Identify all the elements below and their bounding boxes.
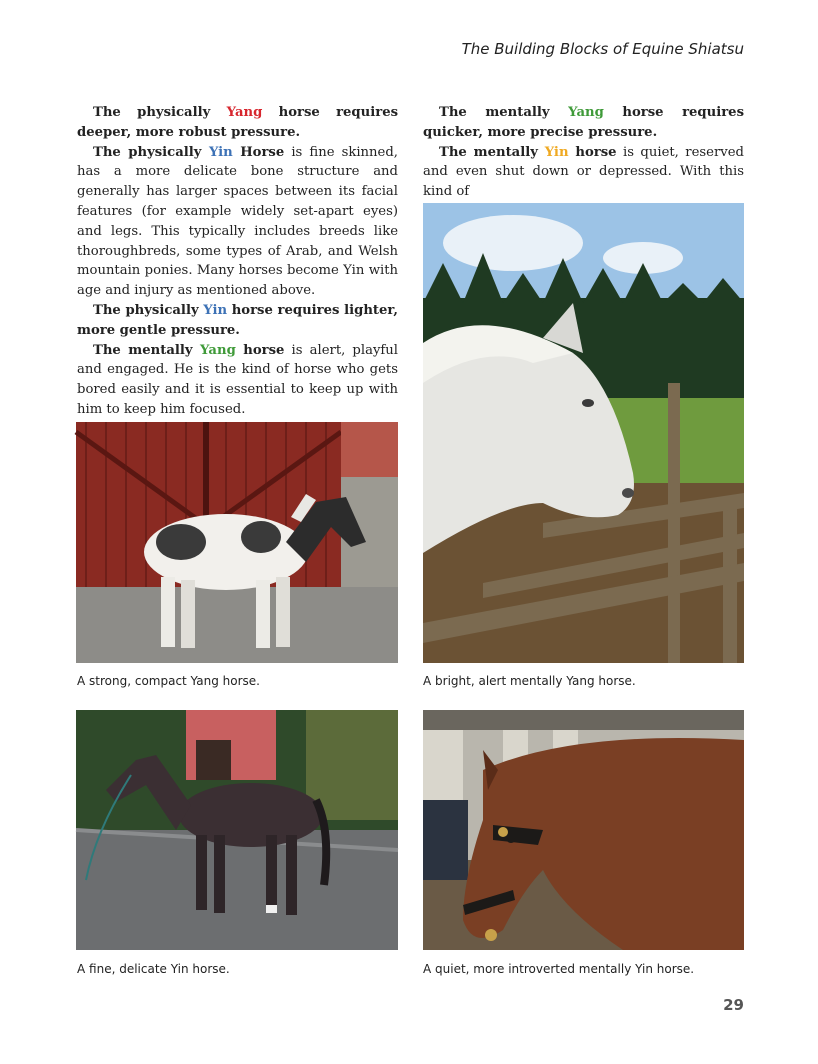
page-number: 29: [723, 996, 744, 1014]
paragraph-mentally-yang-pressure: The mentally Yang horse requires quicker, more precise pressure.: [423, 105, 744, 140]
caption-fig2: A bright, alert mentally Yang horse.: [423, 674, 636, 688]
paragraph-physically-yang: The physically Yang horse requires deeper, more robust pressure.: [77, 105, 399, 140]
photo-yin-horse: [76, 710, 398, 950]
yang-term: Yang: [200, 342, 236, 358]
paragraph-mentally-yang-horse: The mentally Yang horse is alert, playful and engaged. He is the kind of horse who gets bored easily and it is essential to keep up with him to keep him focused.: [77, 342, 398, 417]
paragraph-mentally-yin-horse: The mentally Yin horse is quiet, reserved and even shut down or depressed. With this kind of: [423, 144, 744, 200]
yin-term: Yin: [544, 144, 569, 160]
caption-fig4: A quiet, more introverted mentally Yin horse.: [423, 962, 695, 976]
running-head: The Building Blocks of Equine Shiatsu: [461, 40, 744, 58]
paragraph-physically-yin-pressure: The physically Yin horse requires lighter, more gentle pressure.: [77, 302, 398, 338]
photo-mentally-yin-horse: [423, 710, 744, 950]
right-text-column: [423, 103, 744, 200]
yin-term: Yin: [203, 302, 228, 318]
caption-fig1: A strong, compact Yang horse.: [77, 674, 260, 688]
yin-term: Yin: [208, 144, 233, 160]
caption-fig3: A fine, delicate Yin horse.: [77, 962, 230, 976]
yang-term: Yang: [568, 105, 604, 120]
yang-term: Yang: [226, 105, 263, 120]
photo-yang-horse: [76, 422, 398, 663]
photo-mentally-yang-horse: [423, 203, 744, 663]
left-text-column: [77, 103, 398, 420]
paragraph-physically-yin-horse: The physically Yin Horse is fine skinned, has a more delicate bone structure and generally has larger spaces between its facial features (for example widely set-apart eyes) and legs. This typically includes breeds like thoroughbreds, some types of Arab, and Welsh mountain ponies. Many horses become Yin with age and injury as mentioned above.: [77, 144, 398, 299]
